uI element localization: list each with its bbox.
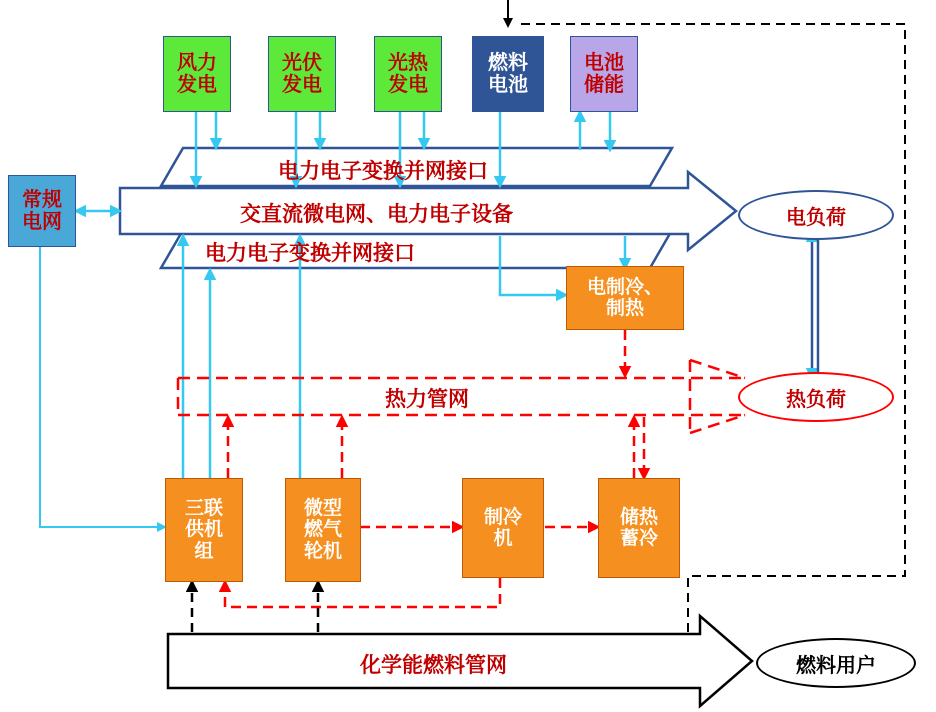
- node-cchp-unit-line2: 供机: [184, 519, 223, 541]
- node-micro-gas-turbine-line3: 轮机: [303, 540, 342, 562]
- node-cchp-unit[interactable]: [165, 478, 243, 582]
- node-micro-gas-turbine-line1: 微型: [303, 498, 342, 520]
- node-micro-gas-turbine[interactable]: [285, 478, 361, 582]
- node-chiller[interactable]: [462, 478, 544, 578]
- node-electric-cooling-heating-line1: 电制冷、: [586, 276, 663, 298]
- node-cchp-unit-line3: 组: [194, 540, 214, 562]
- node-conventional-grid-line2: 电网: [22, 211, 62, 233]
- label-microgrid: 交直流微电网、电力电子设备: [240, 203, 513, 226]
- node-cchp-unit-line1: 三联: [184, 498, 223, 520]
- node-electric-cooling-heating-line2: 制热: [605, 298, 644, 319]
- load-electric[interactable]: 电负荷: [738, 190, 894, 240]
- label-heat-network: 热力管网: [385, 388, 469, 411]
- node-battery-storage-line2: 储能: [584, 74, 624, 96]
- node-pv-power-line1: 光伏: [282, 51, 322, 74]
- node-solar-thermal-line2: 发电: [388, 74, 428, 96]
- node-solar-thermal-power[interactable]: [374, 36, 442, 112]
- node-electric-cooling-heating[interactable]: [566, 266, 684, 330]
- node-battery-storage[interactable]: [570, 36, 638, 112]
- node-heat-cold-storage[interactable]: [598, 478, 680, 578]
- node-wind-power[interactable]: [163, 36, 231, 112]
- node-solar-thermal-line1: 光热: [388, 51, 428, 74]
- label-fuel-network: 化学能燃料管网: [360, 654, 507, 677]
- node-chiller-line1: 制冷: [483, 506, 522, 528]
- load-fuel-user[interactable]: 燃料用户: [756, 638, 916, 688]
- node-heat-cold-storage-line2: 蓄冷: [619, 528, 658, 549]
- node-wind-power-line1: 风力: [177, 51, 217, 74]
- node-wind-power-line2: 发电: [177, 74, 217, 96]
- label-interface-bottom: 电力电子变换并网接口: [205, 242, 415, 265]
- node-heat-cold-storage-line1: 储热: [619, 506, 658, 528]
- node-fuel-cell-line1: 燃料: [488, 51, 528, 74]
- node-battery-storage-line1: 电池: [584, 51, 624, 74]
- node-fuel-cell[interactable]: [472, 36, 544, 112]
- node-fuel-cell-line2: 电池: [488, 74, 528, 96]
- node-pv-power-line2: 发电: [282, 74, 322, 96]
- node-conventional-grid[interactable]: [8, 175, 76, 247]
- node-pv-power[interactable]: [268, 36, 336, 112]
- node-conventional-grid-line1: 常规: [22, 188, 62, 211]
- load-heat[interactable]: 热负荷: [738, 372, 894, 422]
- node-chiller-line2: 机: [493, 528, 513, 549]
- node-micro-gas-turbine-line2: 燃气: [303, 519, 342, 541]
- label-interface-top: 电力电子变换并网接口: [278, 160, 488, 183]
